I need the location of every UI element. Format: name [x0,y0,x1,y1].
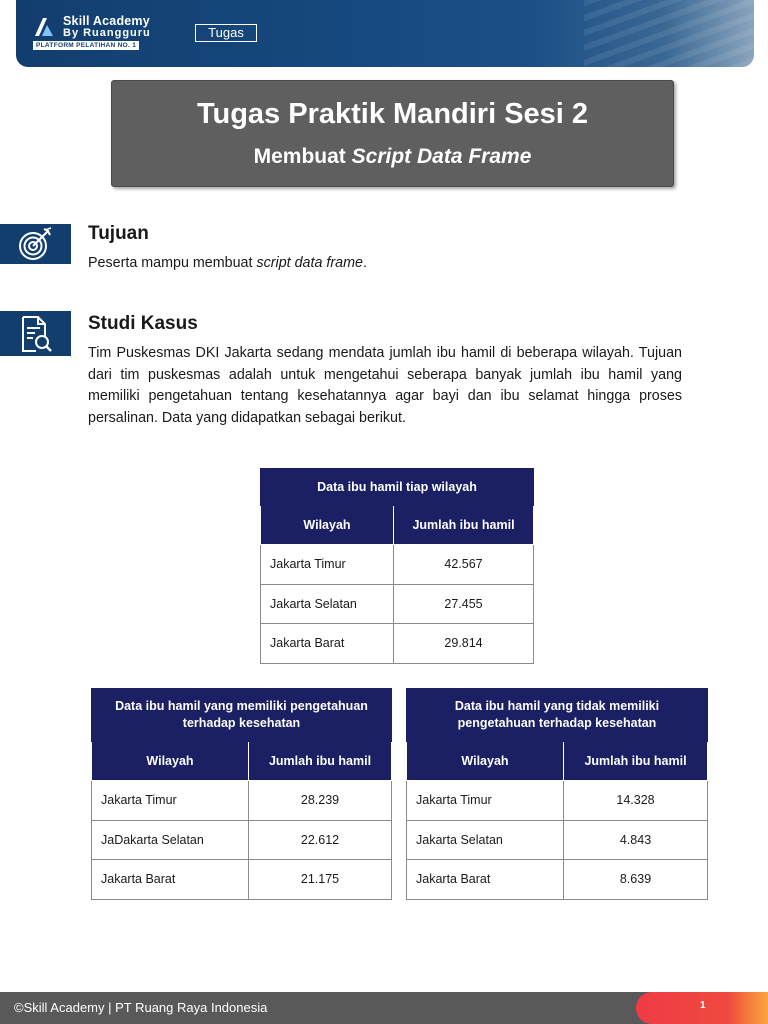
column-header-jumlah: Jumlah ibu hamil [249,742,392,781]
brand-title: Skill Academy [63,14,150,28]
cell-jumlah: 14.328 [564,781,708,821]
tujuan-text-italic: script data frame [256,255,363,271]
cell-wilayah: Jakarta Selatan [261,584,394,624]
footer-copyright: ©Skill Academy | PT Ruang Raya Indonesia [14,1000,268,1015]
cell-wilayah: Jakarta Timur [407,781,564,821]
table-caption: Data ibu hamil yang memiliki pengetahuan terhadap kesehatan [92,689,392,742]
column-header-jumlah: Jumlah ibu hamil [394,506,534,545]
table-row [407,781,708,821]
tujuan-heading: Tujuan [88,223,149,244]
page-title: Tugas Praktik Mandiri Sesi 2 [196,98,589,130]
tujuan-text [88,253,367,275]
cell-jumlah: 8.639 [564,860,708,900]
cell-jumlah: 27.455 [394,584,534,624]
column-header-wilayah: Wilayah [407,742,564,781]
cell-jumlah: 42.567 [394,545,534,585]
column-header-wilayah: Wilayah [92,742,249,781]
cell-wilayah: Jakarta Selatan [407,820,564,860]
header-banner [16,0,754,67]
title-box [111,80,674,187]
subtitle-prefix: Membuat [253,145,352,168]
brand-subtitle: By Ruangguru [63,27,151,39]
document-search-icon [18,314,54,354]
tujuan-icon-box [0,224,71,264]
cell-jumlah: 22.612 [249,820,392,860]
brand-tagline: PLATFORM PELATIHAN NO. 1 [33,41,139,50]
table-caption: Data ibu hamil tiap wilayah [261,469,534,506]
studi-paragraph: Tim Puskesmas DKI Jakarta sedang mendata jumlah ibu hamil di beberapa wilayah. Tujuan dari tim puskesmas adalah untuk mengetahui seberapa banyak jumlah ibu hamil yang memiliki pengetahuan tentang kesehatannya agar bayi dan ibu selamat hingga proses persalinan. Data yang didapatkan sebagai berikut. [88,345,682,426]
table-data-per-wilayah [260,468,534,664]
cell-wilayah: JaDakarta Selatan [92,820,249,860]
table-row [92,781,392,821]
cell-wilayah: Jakarta Timur [261,545,394,585]
footer-bar [0,992,768,1024]
cell-jumlah: 29.814 [394,624,534,664]
table-tidak-memiliki-pengetahuan [406,688,708,900]
table-row [261,624,534,664]
subtitle-italic: Script Data Frame [351,145,532,168]
cell-jumlah: 28.239 [249,781,392,821]
column-header-wilayah: Wilayah [261,506,394,545]
table-row [92,860,392,900]
table-row [261,584,534,624]
studi-heading: Studi Kasus [88,313,198,334]
cell-jumlah: 4.843 [564,820,708,860]
target-icon [16,226,56,262]
studi-icon-box [0,311,71,356]
cell-wilayah: Jakarta Timur [92,781,249,821]
table-row [261,545,534,585]
page-subtitle [112,145,673,169]
table-caption: Data ibu hamil yang tidak memiliki pengetahuan terhadap kesehatan [407,689,708,742]
cell-wilayah: Jakarta Barat [407,860,564,900]
table-memiliki-pengetahuan [91,688,392,900]
table-row [407,820,708,860]
tujuan-text-prefix: Peserta mampu membuat [88,255,257,271]
cell-jumlah: 21.175 [249,860,392,900]
tujuan-text-suffix: . [362,255,367,271]
cell-wilayah: Jakarta Barat [92,860,249,900]
column-header-jumlah: Jumlah ibu hamil [564,742,708,781]
tugas-badge: Tugas [195,24,257,42]
page-number: 1 [700,1000,706,1011]
table-row [92,820,392,860]
cell-wilayah: Jakarta Barat [261,624,394,664]
banner-decoration [584,0,754,67]
table-row [407,860,708,900]
skill-academy-logo-icon [33,16,55,38]
